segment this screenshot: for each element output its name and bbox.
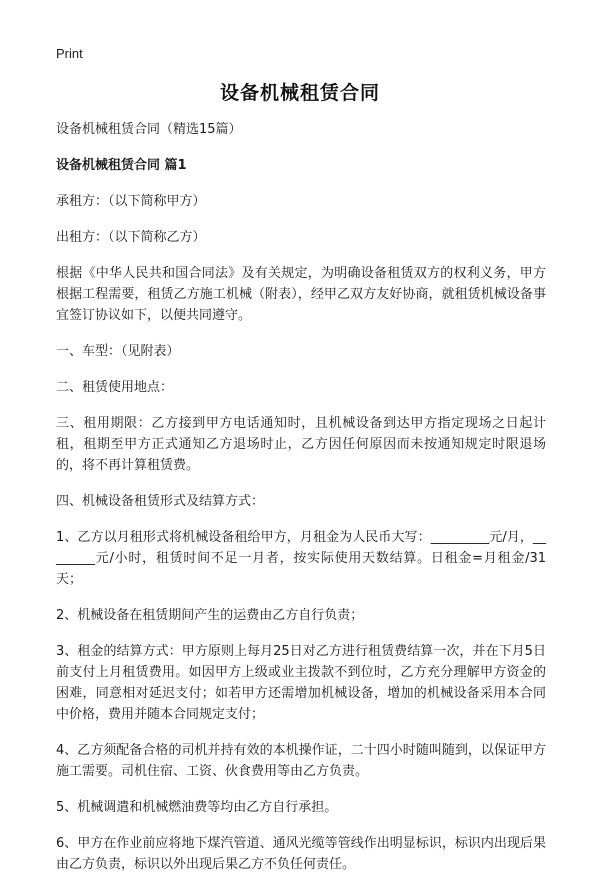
paragraph-item-1: 1、乙方以月租形式将机械设备租给甲方，月租金为人民币大写：_________元/月，________元/小时，租赁时间不足一月者，按实际使用天数结算。日租金=月租金/31天； [56,530,546,587]
paragraph-item-2: 2、机械设备在租赁期间产生的运费由乙方自行负责； [56,608,364,623]
paragraph-item-4: 4、乙方须配备合格的司机并持有效的本机操作证，二十四小时随叫随到，以保证甲方施工需要。司机住宿、工资、伙食费用等由乙方负责。 [56,743,546,779]
paragraph-item-3: 3、租金的结算方式：甲方原则上每月25日对乙方进行租赁费结算一次，并在下月5日前支付上月租赁费用。如因甲方上级或业主拨款不到位时，乙方充分理解甲方资金的困难，同意相对延迟支付；如若甲方还需增加机械设备，增加的机械设备采用本合同中价格，费用并随本合同规定支付； [56,644,546,722]
section-heading: 设备机械租赁合同 篇1 [56,158,187,173]
print-button[interactable]: Print [56,46,83,61]
document-body [56,119,546,890]
paragraph-lessee: 承租方：（以下简称甲方） [56,194,206,209]
paragraph-item-5: 5、机械调遣和机械燃油费等均由乙方自行承担。 [56,800,338,815]
paragraph-clause-2: 二、租赁使用地点： [56,380,174,395]
paragraph-lessor: 出租方：（以下简称乙方） [56,230,206,245]
document-title: 设备机械租赁合同 [219,82,380,104]
paragraph-preamble: 根据《中华人民共和国合同法》及有关规定，为明确设备租赁双方的权利义务，甲方根据工程需要，租赁乙方施工机械（附表），经甲乙双方友好协商，就租赁机械设备事宜签订协议如下，以便共同遵守。 [56,266,546,323]
paragraph-clause-4: 四、机械设备租赁形式及结算方式： [56,494,265,509]
document-subtitle: 设备机械租赁合同（精选15篇） [56,122,242,137]
paragraph-clause-1: 一、车型：（见附表） [56,344,180,359]
paragraph-clause-3: 三、租用期限：乙方接到甲方电话通知时，且机械设备到达甲方指定现场之日起计租，租期至甲方正式通知乙方退场时止，乙方因任何原因而未按通知规定时限退场的，将不再计算租赁费。 [56,416,546,473]
paragraph-item-6: 6、甲方在作业前应将地下煤汽管道、通风光缆等管线作出明显标识，标识内出现后果由乙方负责，标识以外出现后果乙方不负任何责任。 [56,836,546,872]
